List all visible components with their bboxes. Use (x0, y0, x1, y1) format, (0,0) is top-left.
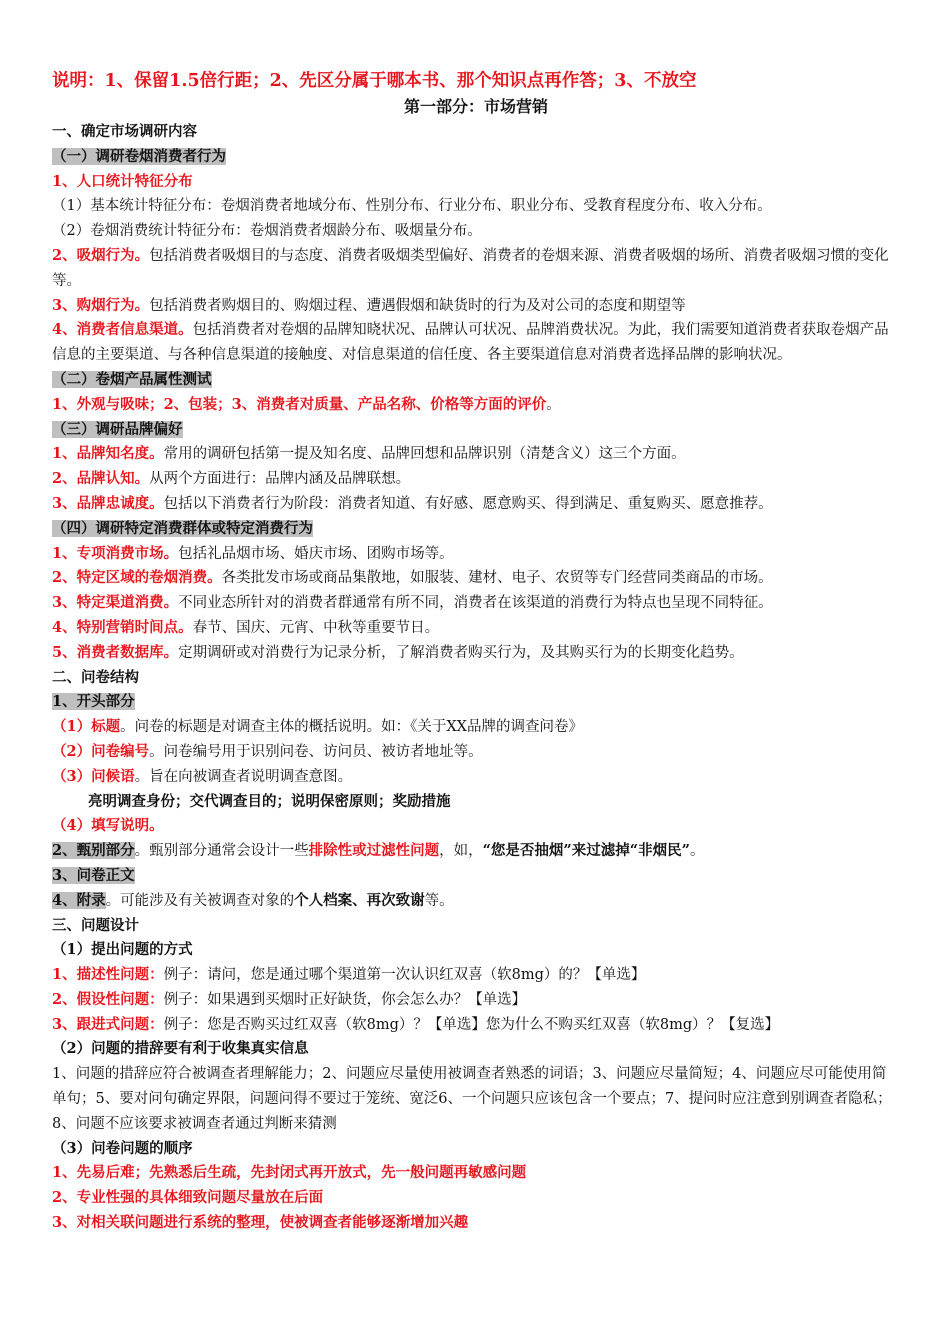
list-item: 1、品牌知名度。常用的调研包括第一提及知名度、品牌回想和品牌识别（清楚含义）这三个方面。 (52, 445, 686, 463)
subsection-heading: （二）卷烟产品属性测试 (52, 370, 212, 388)
list-item: 3、购烟行为。包括消费者购烟目的、购烟过程、遭遇假烟和缺货时的行为及对公司的态度和期望等 (52, 296, 686, 314)
list-item: 3、品牌忠诚度。包括以下消费者行为阶段：消费者知道、有好感、愿意购买、得到满足、重复购买、愿意推荐。 (52, 494, 773, 512)
instruction-note: 说明：1、保留1.5倍行距；2、先区分属于哪本书、那个知识点再作答；3、不放空 (52, 71, 697, 91)
list-item: 3、跟进式问题：例子：您是否购买过红双喜（软8mg）？【单选】您为什么不购买红双喜（软8mg）？【复选】 (52, 1015, 780, 1033)
list-item: 2、特定区域的卷烟消费。各类批发市场或商品集散地，如服装、建材、电子、农贸等专门经营同类商品的市场。 (52, 569, 773, 587)
list-item: （3）问候语。旨在向被调查者说明调查意图。 (52, 767, 353, 785)
subsection-heading: 3、问卷正文 (52, 866, 135, 884)
list-item: 亮明调查身份；交代调查目的；说明保密原则；奖励措施 (88, 792, 451, 810)
subsection-heading: （3）问卷问题的顺序 (52, 1139, 193, 1157)
section-2-title: 二、问卷结构 (52, 668, 139, 686)
list-item: 2、品牌认知。从两个方面进行：品牌内涵及品牌联想。 (52, 470, 411, 488)
list-item: （4）填写说明。 (52, 817, 164, 835)
list-item: 1、外观与吸味；2、包装；3、消费者对质量、产品名称、价格等方面的评价。 (52, 395, 561, 413)
list-item: （2）问卷编号。问卷编号用于识别问卷、访问员、被访者地址等。 (52, 742, 483, 760)
list-item: （1）基本统计特征分布：卷烟消费者地域分布、性别分布、行业分布、职业分布、受教育程度分布、收入分布。 (52, 198, 772, 215)
list-item: 3、特定渠道消费。不同业态所针对的消费者群通常有所不同，消费者在该渠道的消费行为特点也呈现不同特征。 (52, 594, 773, 612)
subsection-heading: （四）调研特定消费群体或特定消费行为 (52, 519, 313, 537)
subsection-heading: 1、开头部分 (52, 693, 135, 711)
list-item: 4、特别营销时间点。春节、国庆、元宵、中秋等重要节日。 (52, 618, 440, 636)
list-item: （1）标题。问卷的标题是对调查主体的概括说明。如：《关于XX品牌的调查问卷》 (52, 718, 583, 736)
subsection-heading: （2）问题的措辞要有利于收集真实信息 (52, 1040, 309, 1058)
list-item: 2、甄别部分。甄别部分通常会设计一些排除性或过滤性问题，如，“您是否抽烟”来过滤掉“非烟民”。 (52, 842, 705, 860)
list-item: 1、专项消费市场。包括礼品烟市场、婚庆市场、团购市场等。 (52, 544, 454, 562)
subsection-heading: （三）调研品牌偏好 (52, 420, 183, 438)
section-1-title: 一、确定市场调研内容 (52, 123, 197, 140)
list-item: 4、消费者信息渠道。包括消费者对卷烟的品牌知晓状况、品牌认可状况、品牌消费状况。为此，我们需要知道消费者获取卷烟产品信息的主要渠道、与各种信息渠道的接触度、对信息渠道的信任度、各主要渠道信息对消费者选择品牌的影响状况。 (52, 321, 889, 364)
list-item: 1、人口统计特征分布 (52, 172, 193, 190)
list-item: 4、附录。可能涉及有关被调查对象的个人档案、再次致谢等。 (52, 891, 454, 909)
list-item: 2、专业性强的具体细致问题尽量放在后面 (52, 1189, 324, 1207)
list-item: 3、对相关联问题进行系统的整理，使被调查者能够逐渐增加兴趣 (52, 1214, 469, 1232)
section-3-title: 三、问题设计 (52, 916, 139, 934)
subsection-heading: （1）提出问题的方式 (52, 941, 193, 959)
subsection-heading: （一）调研卷烟消费者行为 (52, 147, 226, 165)
list-item: 2、吸烟行为。包括消费者吸烟目的与态度、消费者吸烟类型偏好、消费者的卷烟来源、消费者吸烟的场所、消费者吸烟习惯的变化等。 (52, 246, 889, 289)
list-item: 1、描述性问题：例子：请问，您是通过哪个渠道第一次认识红双喜（软8mg）的？【单选】 (52, 966, 646, 984)
document-body (52, 68, 900, 1236)
paragraph: 1、问题的措辞应符合被调查者理解能力；2、问题应尽量使用被调查者熟悉的词语；3、问题应尽量简短；4、问题应尽可能使用简单句；5、要对问句确定界限，问题问得不要过于笼统、宽泛6、一个问题只应该包含一个要点；7、提问时应注意到别调查者隐私；8、问题不应该要求被调查者通过判断来猜测 (52, 1066, 892, 1132)
list-item: 5、消费者数据库。定期调研或对消费行为记录分析，了解消费者购买行为，及其购买行为的长期变化趋势。 (52, 643, 744, 661)
list-item: 2、假设性问题：例子：如果遇到买烟时正好缺货，你会怎么办？【单选】 (52, 990, 527, 1008)
part-title: 第一部分：市场营销 (403, 97, 548, 116)
list-item: 1、先易后难；先熟悉后生疏，先封闭式再开放式，先一般问题再敏感问题 (52, 1164, 527, 1182)
list-item: （2）卷烟消费统计特征分布：卷烟消费者烟龄分布、吸烟量分布。 (52, 223, 482, 240)
